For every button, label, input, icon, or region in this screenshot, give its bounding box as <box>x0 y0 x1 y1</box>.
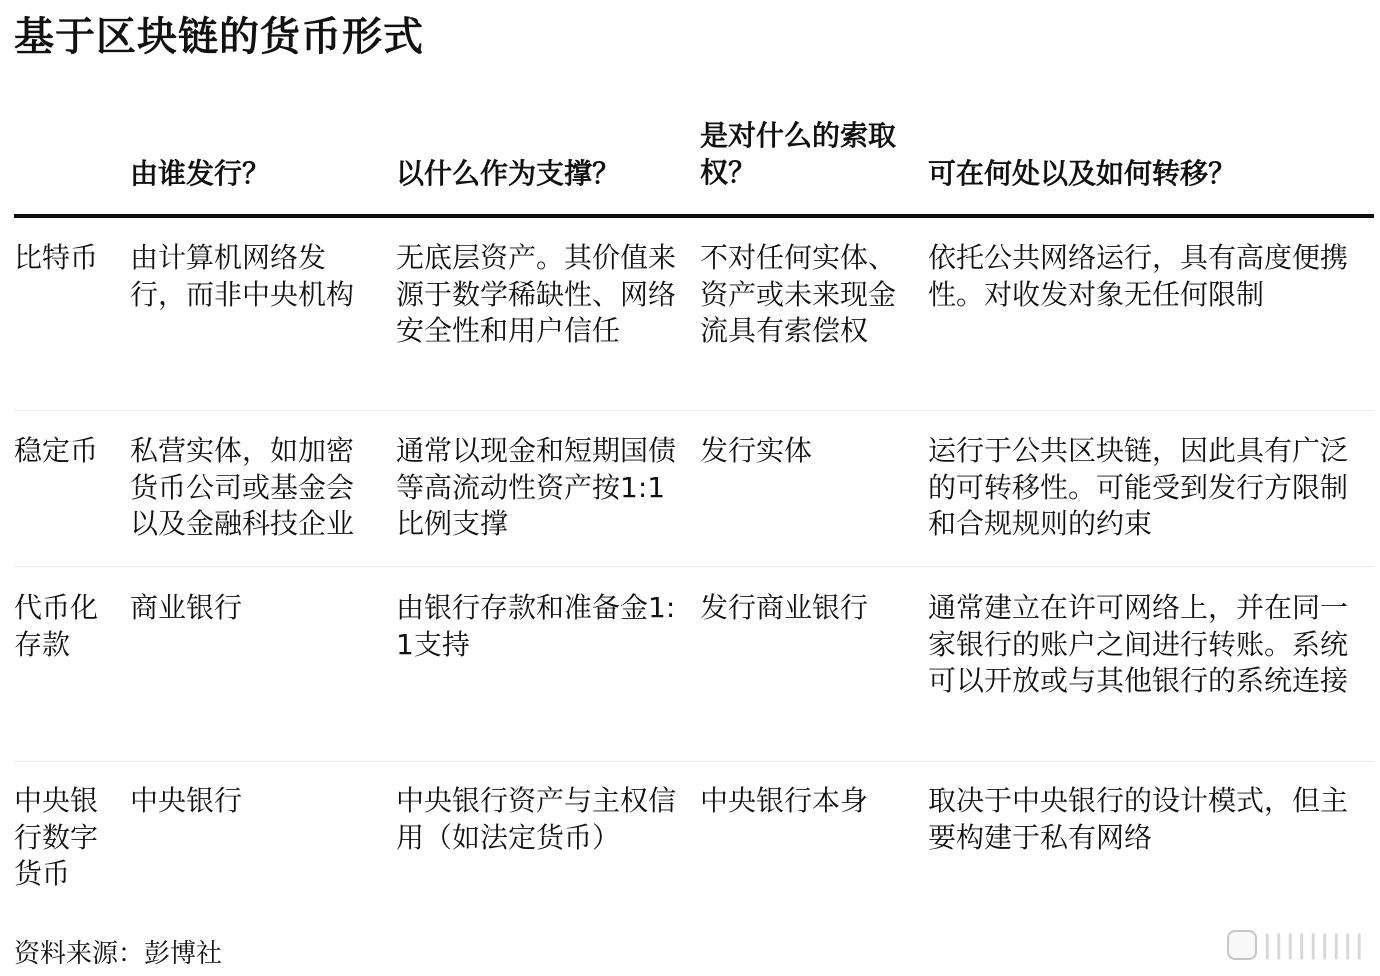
cell-backing: 通常以现金和短期国债等高流动性资产按1:1比例支撑 <box>396 434 677 540</box>
cell-backing: 无底层资产。其价值来源于数学稀缺性、网络安全性和用户信任 <box>396 241 677 347</box>
cell-issuer: 商业银行 <box>130 591 243 624</box>
cell-transfer: 运行于公共区块链，因此具有广泛的可转移性。可能受到发行方限制和合规规则的约束 <box>928 434 1349 540</box>
page-title: 基于区块链的货币形式 <box>14 14 424 60</box>
source-note: 资料来源：彭博社 <box>14 939 223 969</box>
cell-transfer: 取决于中央银行的设计模式，但主要构建于私有网络 <box>928 784 1349 854</box>
row-divider <box>14 566 1374 567</box>
header-backing: 以什么作为支撑？ <box>396 157 621 190</box>
watermark <box>1227 930 1366 960</box>
header-claim: 是对什么的索取权？ <box>700 119 897 189</box>
cell-transfer: 依托公共网络运行，具有高度便携性。对收发对象无任何限制 <box>928 241 1349 311</box>
cell-issuer: 中央银行 <box>130 784 243 817</box>
cell-issuer: 私营实体，如加密货币公司或基金会以及金融科技企业 <box>130 434 355 540</box>
row-label: 比特币 <box>14 241 99 274</box>
weibo-logo-icon <box>1227 930 1257 960</box>
cell-transfer: 通常建立在许可网络上，并在同一家银行的账户之间进行转账。系统可以开放或与其他银行的系统连接 <box>928 591 1349 697</box>
cell-claim: 不对任何实体、资产或未来现金流具有索偿权 <box>700 241 897 347</box>
row-label: 代币化存款 <box>14 591 99 661</box>
header-divider <box>14 214 1374 218</box>
row-divider <box>14 410 1374 411</box>
row-label: 稳定币 <box>14 434 99 467</box>
row-divider <box>14 761 1374 762</box>
cell-claim: 中央银行本身 <box>700 784 869 817</box>
row-label: 中央银行数字货币 <box>14 784 99 890</box>
header-issuer: 由谁发行？ <box>130 157 271 190</box>
watermark-text: ||||||||| <box>1262 930 1366 960</box>
cell-claim: 发行实体 <box>700 434 813 467</box>
cell-backing: 由银行存款和准备金1:1支持 <box>396 591 676 661</box>
cell-backing: 中央银行资产与主权信用（如法定货币） <box>396 784 677 854</box>
header-transfer: 可在何处以及如何转移？ <box>928 157 1237 190</box>
cell-claim: 发行商业银行 <box>700 591 869 624</box>
cell-issuer: 由计算机网络发行，而非中央机构 <box>130 241 355 311</box>
